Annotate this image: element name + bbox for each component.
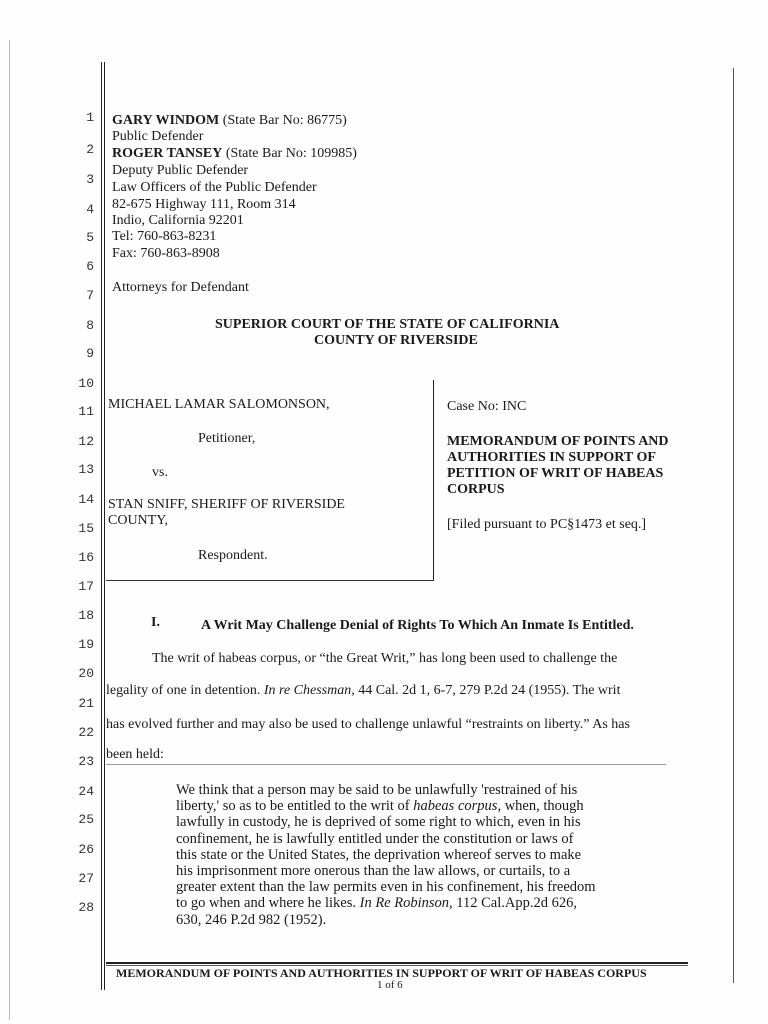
line-number: 18 bbox=[78, 608, 94, 623]
line-number: 1 bbox=[86, 110, 94, 125]
citation-chessman: In re Chessman, bbox=[263, 683, 355, 698]
margin-rule-right bbox=[733, 68, 734, 983]
quote-line: We think that a person may be said to be unlawfully 'restrained of his bbox=[176, 782, 578, 798]
quote-habeas: habeas corpus bbox=[413, 798, 498, 815]
line-number: 27 bbox=[78, 871, 94, 886]
citation-robinson: In Re Robinson, bbox=[359, 895, 453, 912]
line-number: 9 bbox=[86, 346, 94, 361]
line-number: 13 bbox=[78, 462, 94, 477]
petitioner-name: MICHAEL LAMAR SALOMONSON, bbox=[108, 397, 330, 412]
line-number: 17 bbox=[78, 579, 94, 594]
doc-title-line3: PETITION OF WRIT OF HABEAS bbox=[447, 466, 664, 481]
office-street: 82-675 Highway 111, Room 314 bbox=[112, 197, 296, 212]
case-number: Case No: INC bbox=[447, 399, 527, 414]
line-number: 14 bbox=[78, 492, 94, 507]
line-number: 26 bbox=[78, 842, 94, 857]
line-number: 12 bbox=[78, 434, 94, 449]
body-line-2 bbox=[106, 683, 620, 699]
line-number: 7 bbox=[86, 288, 94, 303]
attorney-2-name: ROGER TANSEY bbox=[112, 146, 223, 161]
court-county: COUNTY OF RIVERSIDE bbox=[314, 333, 478, 348]
attorney-2 bbox=[112, 146, 357, 162]
line-number: 24 bbox=[78, 784, 94, 799]
margin-rule-left bbox=[101, 62, 102, 990]
page-edge-left bbox=[9, 40, 10, 1020]
line-number: 23 bbox=[78, 754, 94, 769]
attorney-1-name: GARY WINDOM bbox=[112, 113, 220, 128]
quote-line: this state or the United States, the deprivation whereof serves to make bbox=[176, 846, 582, 863]
quote-line: greater extent than the law permits even in his confinement, his freedom bbox=[176, 879, 596, 896]
respondent-label: Respondent. bbox=[198, 548, 268, 563]
office-name: Law Officers of the Public Defender bbox=[112, 180, 317, 195]
attorney-1 bbox=[112, 113, 347, 129]
footer-page-number: 1 of 6 bbox=[377, 979, 403, 991]
line-number: 6 bbox=[86, 259, 94, 274]
footer-title: MEMORANDUM OF POINTS AND AUTHORITIES IN SUPPORT OF WRIT OF HABEAS CORPUS bbox=[116, 966, 647, 980]
line-number: 2 bbox=[86, 142, 94, 157]
line-number: 25 bbox=[78, 812, 94, 827]
attorney-2-title: Deputy Public Defender bbox=[112, 163, 249, 178]
office-fax: Fax: 760-863-8908 bbox=[112, 246, 220, 261]
filed-note: [Filed pursuant to PC§1473 et seq.] bbox=[447, 517, 647, 532]
quote-line: confinement, he is lawfully entitled under the constitution or laws of bbox=[176, 830, 574, 847]
body-line-2-rest: 44 Cal. 2d 1, 6-7, 279 P.2d 24 (1955). The writ bbox=[354, 683, 621, 698]
quote-line-rest: 112 Cal.App.2d 626, bbox=[452, 895, 577, 912]
line-number: 11 bbox=[78, 404, 94, 419]
line-number: 20 bbox=[78, 666, 94, 681]
line-number: 4 bbox=[86, 202, 94, 217]
respondent-name-line1: STAN SNIFF, SHERIFF OF RIVERSIDE bbox=[108, 497, 345, 512]
line-number: 15 bbox=[78, 521, 94, 536]
office-city: Indio, California 92201 bbox=[112, 213, 244, 228]
doc-title-line4: CORPUS bbox=[447, 482, 505, 497]
attorney-1-bar: (State Bar No: 86775) bbox=[219, 113, 347, 128]
quote-line-text: to go when and where he likes. bbox=[176, 895, 360, 912]
doc-title-line2: AUTHORITIES IN SUPPORT OF bbox=[447, 450, 656, 465]
petitioner-label: Petitioner, bbox=[198, 431, 256, 446]
margin-rule-left-inner bbox=[104, 62, 105, 990]
block-quote bbox=[176, 782, 616, 928]
respondent-name-line2: COUNTY, bbox=[108, 513, 169, 528]
quote-line bbox=[176, 798, 616, 814]
line-number: 22 bbox=[78, 725, 94, 740]
attorney-2-bar: (State Bar No: 109985) bbox=[222, 146, 357, 161]
section-heading: A Writ May Challenge Denial of Rights To Which An Inmate Is Entitled. bbox=[201, 618, 634, 633]
body-line-2-text: legality of one in detention. bbox=[106, 683, 264, 698]
line-number: 16 bbox=[78, 550, 94, 565]
quote-line bbox=[176, 895, 616, 911]
caption-divider bbox=[433, 380, 434, 580]
line-number: 19 bbox=[78, 637, 94, 652]
line-number: 5 bbox=[86, 230, 94, 245]
versus: vs. bbox=[152, 465, 168, 480]
quote-line-text: liberty,' so as to be entitled to the writ of bbox=[176, 798, 414, 815]
quote-line: 630, 246 P.2d 982 (1952). bbox=[176, 911, 327, 928]
line-number: 3 bbox=[86, 172, 94, 187]
line-number: 28 bbox=[78, 900, 94, 915]
doc-title-line1: MEMORANDUM OF POINTS AND bbox=[447, 434, 669, 449]
caption-bottom-rule bbox=[106, 580, 434, 581]
quote-line-rest: , when, though bbox=[497, 798, 584, 815]
body-underline bbox=[106, 764, 666, 765]
body-line-1: The writ of habeas corpus, or “the Great Writ,” has long been used to challenge the bbox=[152, 651, 618, 666]
office-tel: Tel: 760-863-8231 bbox=[112, 229, 217, 244]
court-name: SUPERIOR COURT OF THE STATE OF CALIFORNIA bbox=[215, 317, 560, 332]
body-line-3: has evolved further and may also be used to challenge unlawful “restraints on liberty.” As has bbox=[106, 717, 630, 732]
line-number: 21 bbox=[78, 696, 94, 711]
quote-line: lawfully in custody, he is deprived of some right to which, even in his bbox=[176, 814, 581, 831]
footer-rule-top bbox=[106, 962, 688, 964]
attorneys-for: Attorneys for Defendant bbox=[112, 280, 249, 295]
body-line-4: been held: bbox=[106, 747, 164, 762]
line-number: 8 bbox=[86, 318, 94, 333]
attorney-1-title: Public Defender bbox=[112, 129, 204, 144]
line-number: 10 bbox=[78, 376, 94, 391]
quote-line: his imprisonment more onerous than the law allows, or curtails, to a bbox=[176, 863, 571, 880]
section-number: I. bbox=[151, 615, 160, 630]
